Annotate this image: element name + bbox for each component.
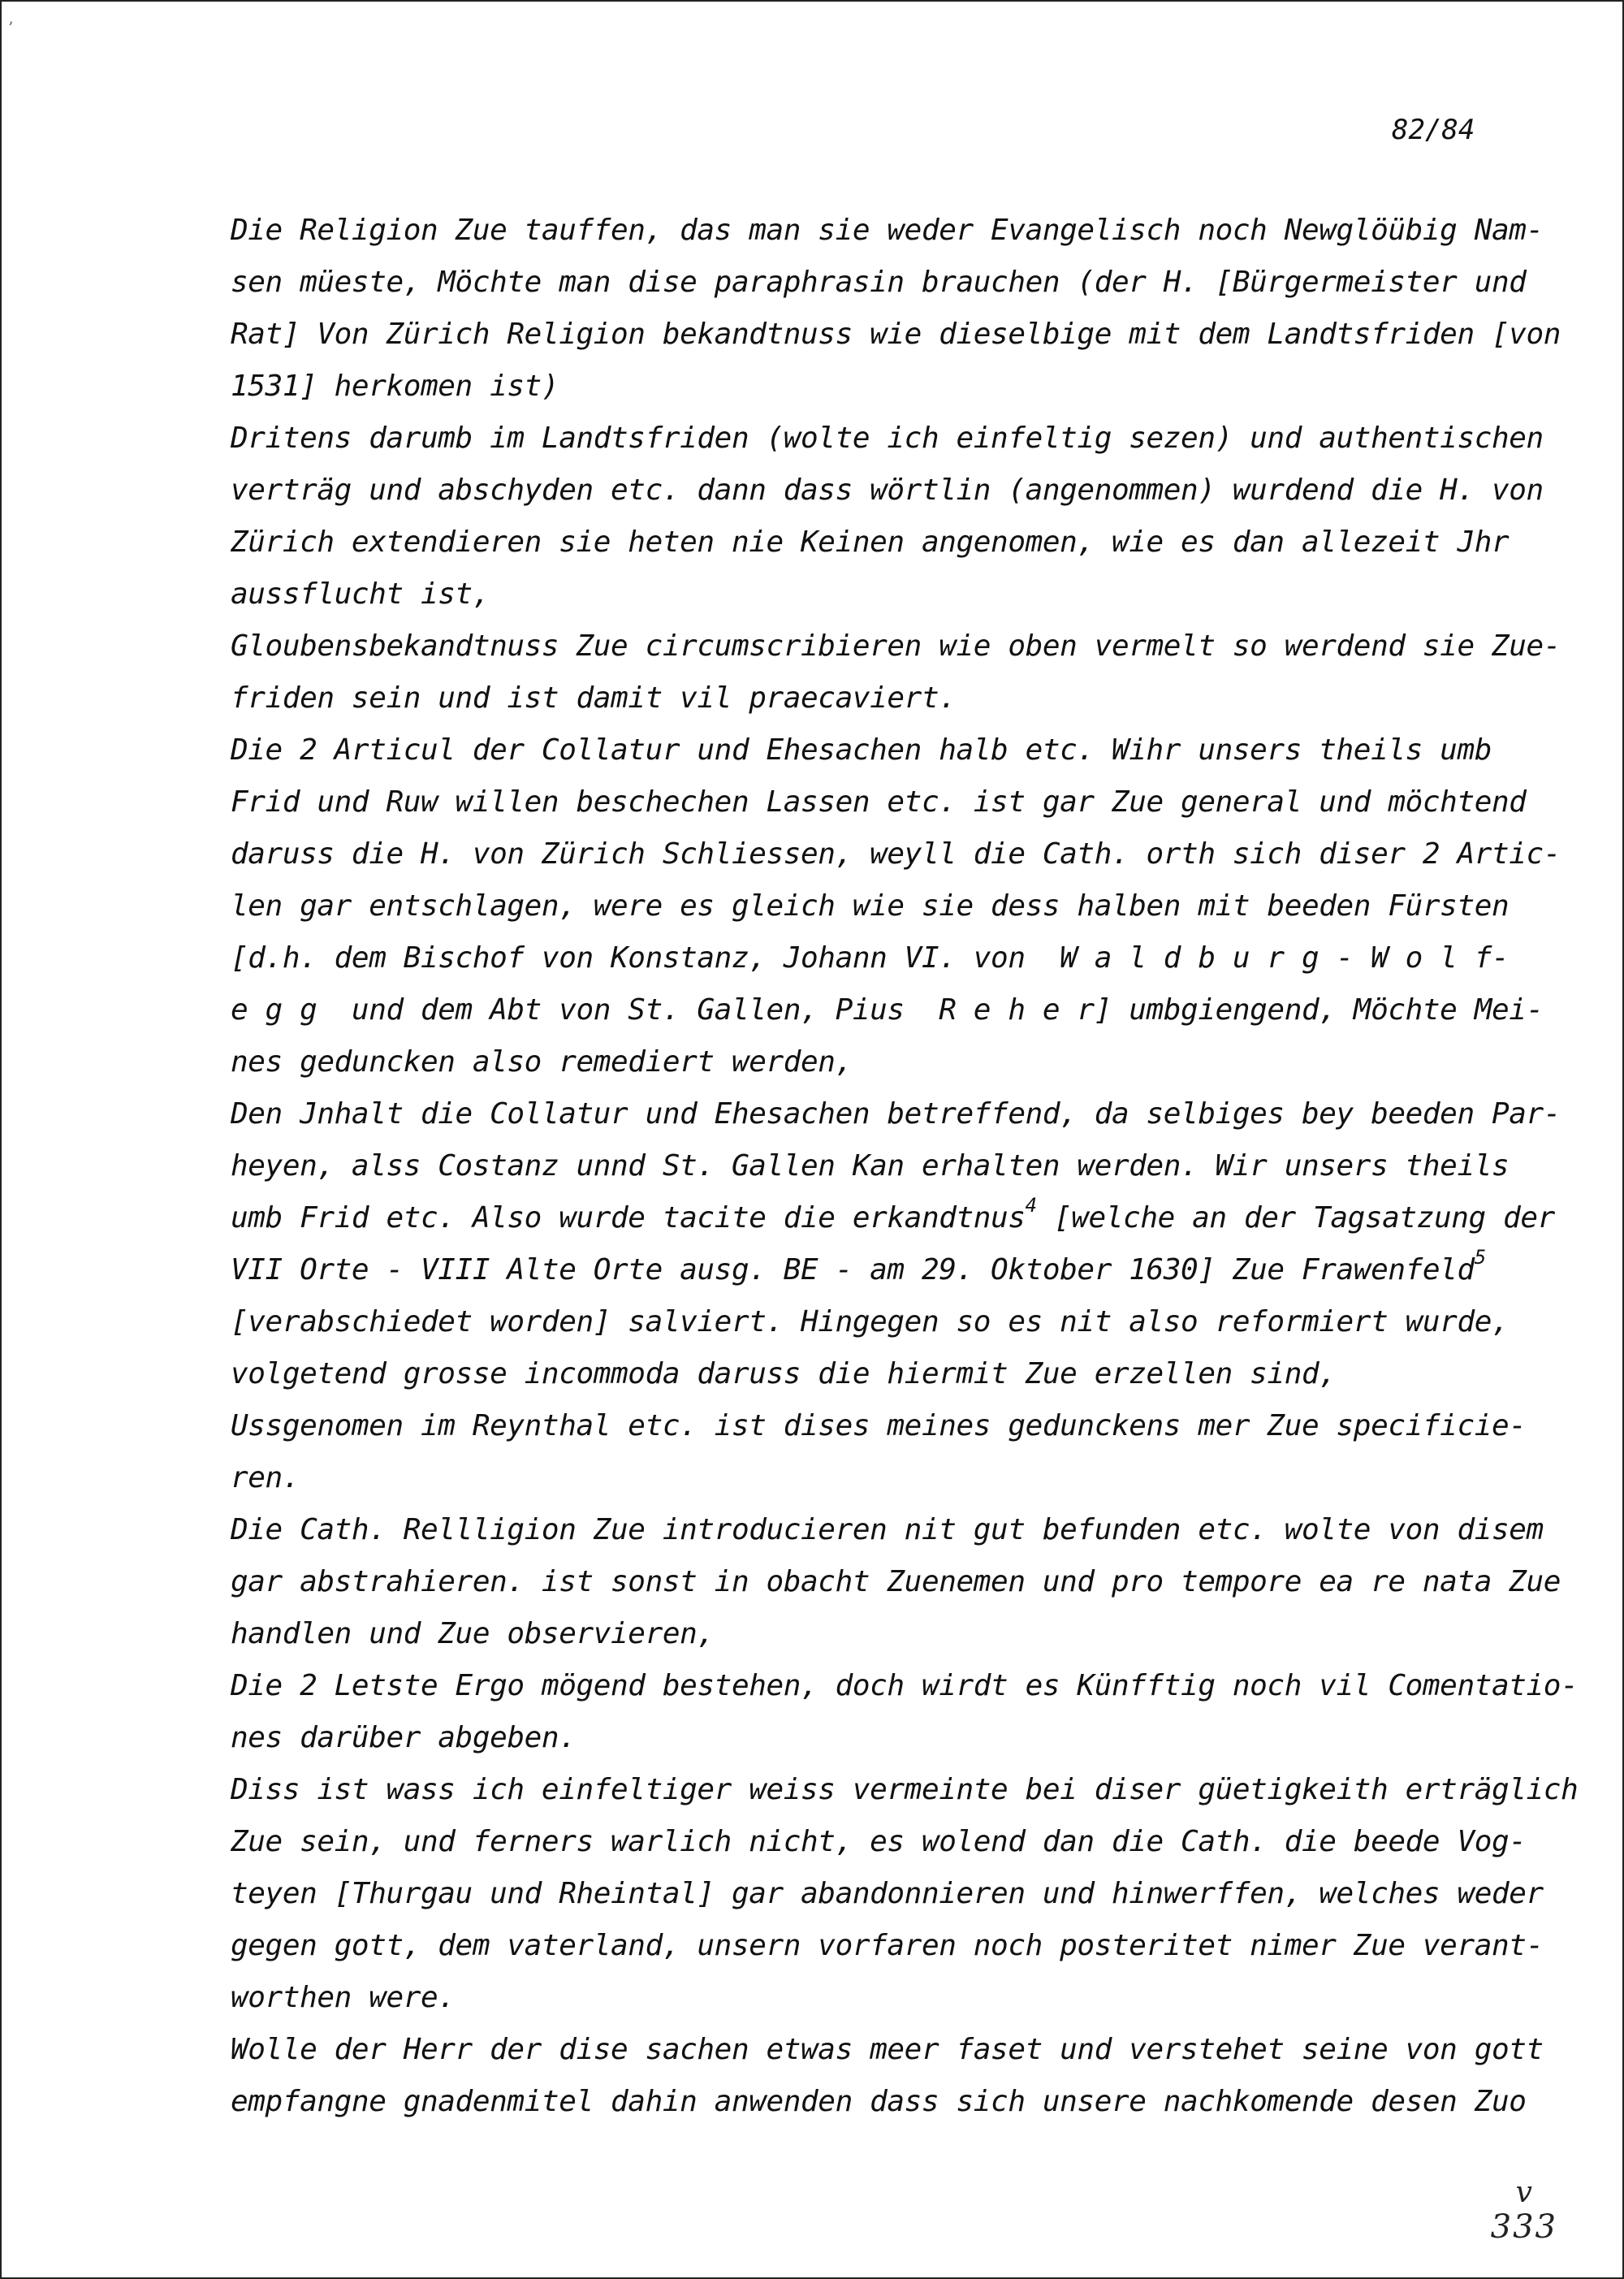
text-line: daruss die H. von Zürich Schliessen, weyll die Cath. orth sich diser 2 Artic- (231, 837, 1561, 871)
text-line: [verabschiedet worden] salviert. Hingegen so es nit also reformiert wurde, (231, 1305, 1510, 1338)
text-line (231, 1244, 1522, 1296)
text-line: nes geduncken also remediert werden, (231, 1045, 853, 1079)
text-line: Ussgenomen im Reynthal etc. ist dises meines gedunckens mer Zue specificie- (231, 1409, 1527, 1442)
footnote-marker: 5 (1474, 1246, 1486, 1269)
text-line (231, 1192, 1555, 1244)
text-line: heyen, alss Costanz unnd St. Gallen Kan erhalten werden. Wir unsers theils (231, 1149, 1510, 1183)
text-line: 1531] herkomen ist) (231, 370, 559, 403)
text-line: teyen [Thurgau und Rheintal] gar abandonnieren und hinwerffen, welches weder (231, 1877, 1544, 1910)
text-segment: umb Frid etc. Also wurde tacite die erkandtnus (231, 1201, 1026, 1235)
text-line: sen müeste, Möchte man dise paraphrasin brauchen (der H. [Bürgermeister und (231, 266, 1527, 299)
text-line: Zue sein, und ferners warlich nicht, es wolend dan die Cath. die beede Vog- (231, 1825, 1527, 1858)
corner-mark: ’ (8, 18, 14, 37)
text-line: ren. (231, 1461, 300, 1494)
text-line: empfangne gnadenmitel dahin anwenden dass sich unsere nachkomende desen Zuo (231, 2085, 1527, 2118)
text-line: Zürich extendieren sie heten nie Keinen angenomen, wie es dan allezeit Jhr (231, 525, 1510, 559)
text-line: nes darüber abgeben. (231, 1721, 577, 1754)
body-text (231, 205, 1579, 2128)
text-line: verträg und abschyden etc. dann dass wörtlin (angenommen) wurdend die H. von (231, 474, 1544, 507)
text-segment: [welche an der Tagsatzung der (1036, 1201, 1555, 1235)
text-line: Die 2 Letste Ergo mögend bestehen, doch wirdt es Künfftig noch vil Comentatio- (231, 1669, 1579, 1702)
text-line: Die 2 Articul der Collatur und Ehesachen halb etc. Wihr unsers theils umb (231, 733, 1492, 767)
text-line: gar abstrahieren. ist sonst in obacht Zuenemen und pro tempore ea re nata Zue (231, 1565, 1561, 1598)
text-line: volgetend grosse incommoda daruss die hiermit Zue erzellen sind, (231, 1357, 1337, 1390)
text-line: aussflucht ist, (231, 577, 490, 611)
text-line: Frid und Ruw willen beschechen Lassen etc. ist gar Zue general und möchtend (231, 785, 1527, 819)
text-line: Die Cath. Rellligion Zue introducieren nit gut befunden etc. wolte von disem (231, 1513, 1544, 1546)
text-line: [d.h. dem Bischof von Konstanz, Johann VI. von W a l d b u r g - W o l f- (231, 941, 1510, 975)
text-line: Gloubensbekandtnuss Zue circumscribieren wie oben vermelt so werdend sie Zue- (231, 629, 1561, 663)
footnote-marker: 4 (1025, 1194, 1037, 1217)
text-line: Diss ist wass ich einfeltiger weiss vermeinte bei diser güetigkeith erträglich (231, 1773, 1579, 1806)
text-segment: VII Orte - VIII Alte Orte ausg. BE - am 29. Oktober 1630] Zue Frawenfeld (231, 1253, 1475, 1287)
folio-number: 333 (1490, 2208, 1557, 2246)
text-line: len gar entschlagen, were es gleich wie sie dess halben mit beeden Fürsten (231, 889, 1510, 923)
text-line: e g g und dem Abt von St. Gallen, Pius R e h e r] umbgiengend, Möchte Mei- (231, 993, 1544, 1027)
text-line: Den Jnhalt die Collatur und Ehesachen betreffend, da selbiges bey beeden Par- (231, 1097, 1561, 1131)
folio-check-mark: v (1515, 2176, 1532, 2209)
text-line: friden sein und ist damit vil praecaviert. (231, 681, 957, 715)
handwritten-folio-mark (1491, 2177, 1557, 2245)
text-line: gegen gott, dem vaterland, unsern vorfaren noch posteritet nimer Zue verant- (231, 1929, 1544, 1962)
text-line: Rat] Von Zürich Religion bekandtnuss wie dieselbige mit dem Landtsfriden [von (231, 318, 1561, 351)
page-number: 82/84 (1392, 114, 1475, 146)
text-line: Dritens darumb im Landtsfriden (wolte ich einfeltig sezen) und authentischen (231, 422, 1544, 455)
text-line: worthen were. (231, 1981, 456, 2014)
text-line: Die Religion Zue tauffen, das man sie weder Evangelisch noch Newglöübig Nam- (231, 214, 1544, 247)
text-line: Wolle der Herr der dise sachen etwas meer faset und verstehet seine von gott (231, 2033, 1544, 2066)
text-line: handlen und Zue observieren, (231, 1617, 715, 1650)
